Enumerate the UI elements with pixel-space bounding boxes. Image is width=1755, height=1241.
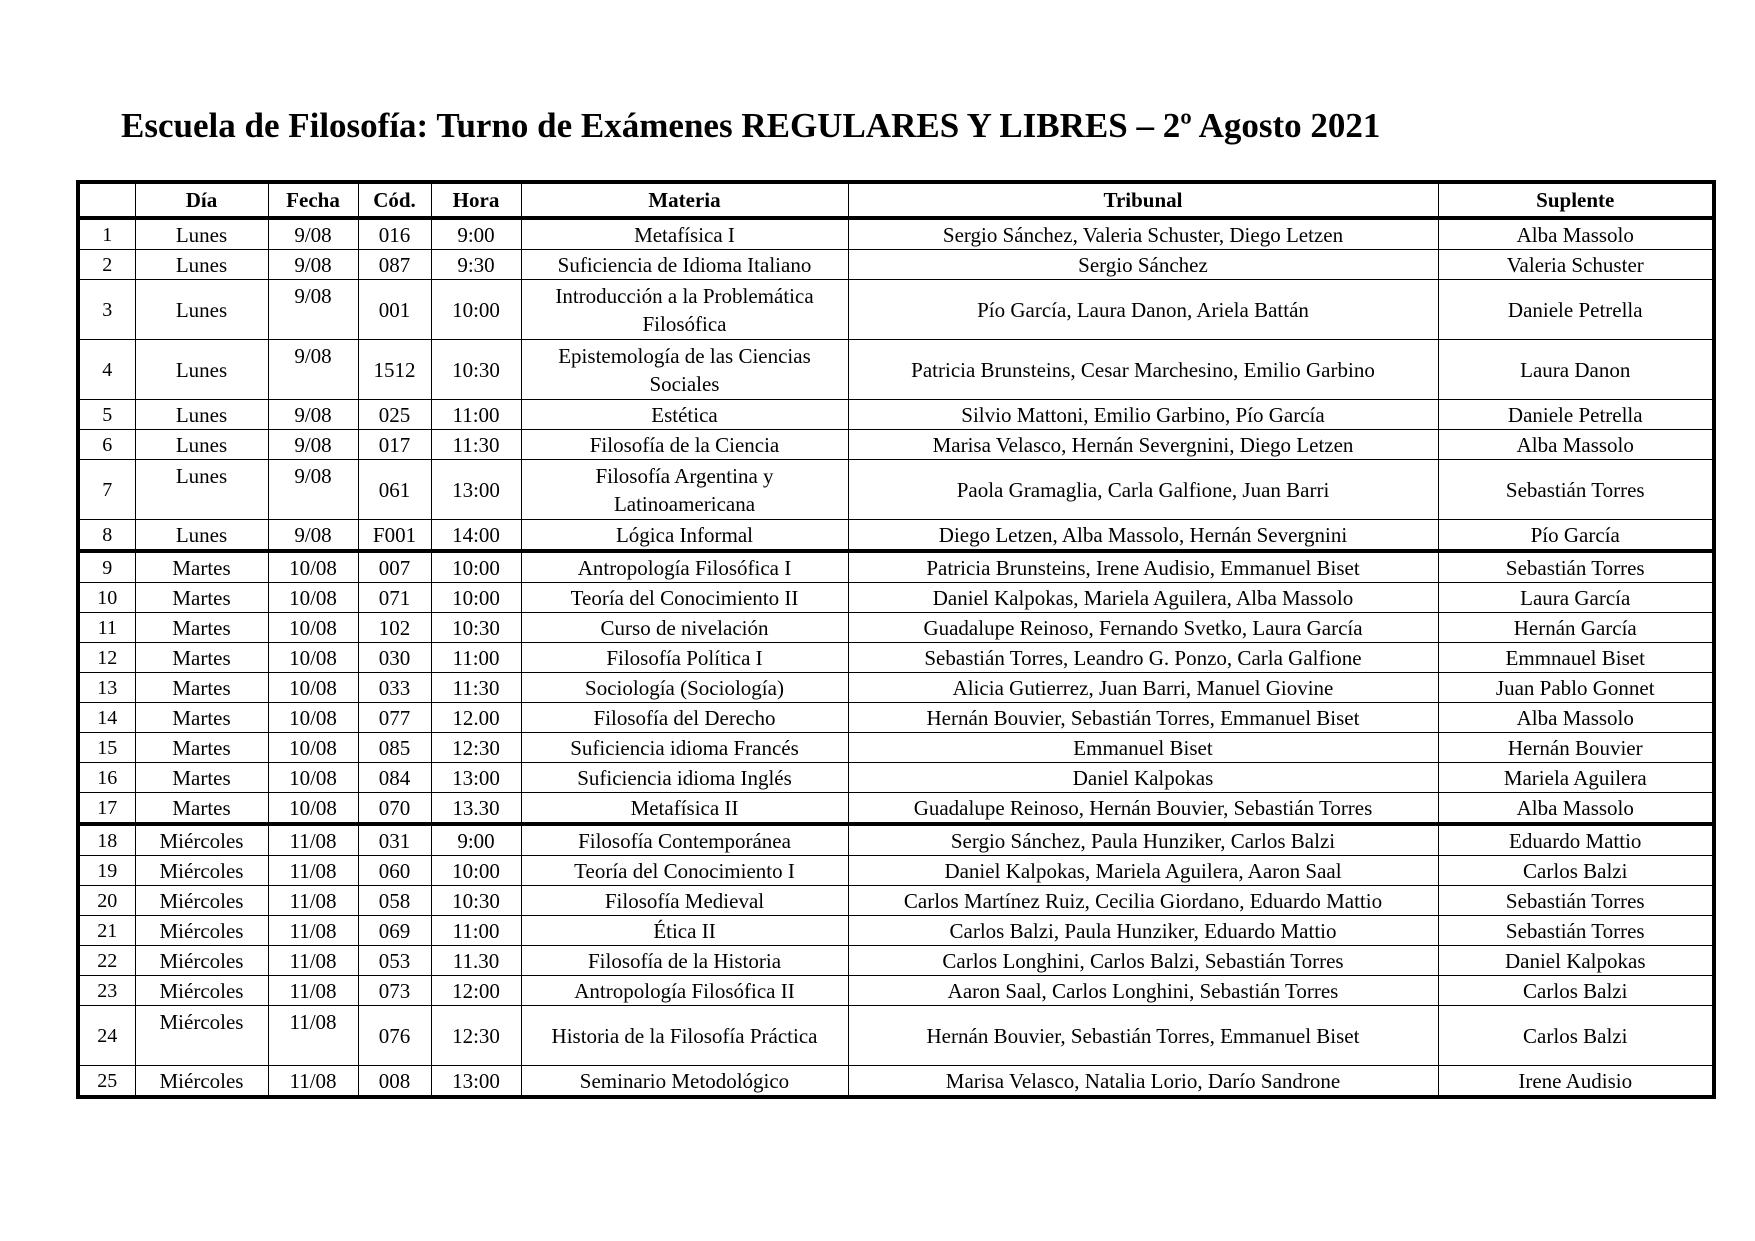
subject-cell: Seminario Metodológico (521, 1066, 848, 1098)
code-cell: 077 (358, 703, 431, 733)
subject-cell: Filosofía Medieval (521, 886, 848, 916)
date-cell: 11/08 (268, 1066, 358, 1098)
substitute-cell: Carlos Balzi (1438, 976, 1714, 1006)
time-cell: 10:00 (431, 280, 521, 340)
time-cell: 11:00 (431, 400, 521, 430)
substitute-cell: Carlos Balzi (1438, 856, 1714, 886)
code-cell: 016 (358, 218, 431, 250)
date-cell: 10/08 (268, 793, 358, 825)
code-cell: 031 (358, 824, 431, 856)
col-header-code: Cód. (358, 182, 431, 218)
date-cell: 10/08 (268, 643, 358, 673)
subject-cell: Introducción a la Problemática Filosófica (521, 280, 848, 340)
code-cell: 030 (358, 643, 431, 673)
day-cell: Miércoles (135, 886, 268, 916)
substitute-cell: Pío García (1438, 520, 1714, 552)
table-row (78, 583, 1714, 613)
code-cell: 087 (358, 250, 431, 280)
day-cell: Lunes (135, 218, 268, 250)
subject-cell: Suficiencia idioma Inglés (521, 763, 848, 793)
substitute-cell: Eduardo Mattio (1438, 824, 1714, 856)
row-number: 8 (78, 520, 135, 552)
day-cell: Martes (135, 643, 268, 673)
code-cell: F001 (358, 520, 431, 552)
date-cell: 9/08 (268, 430, 358, 460)
subject-cell: Epistemología de las Ciencias Sociales (521, 340, 848, 400)
date-cell: 10/08 (268, 613, 358, 643)
tribunal-cell: Aaron Saal, Carlos Longhini, Sebastián Torres (848, 976, 1438, 1006)
date-cell: 10/08 (268, 673, 358, 703)
substitute-cell: Alba Massolo (1438, 430, 1714, 460)
table-row (78, 886, 1714, 916)
table-row (78, 916, 1714, 946)
code-cell: 073 (358, 976, 431, 1006)
substitute-cell: Carlos Balzi (1438, 1006, 1714, 1066)
col-header-time: Hora (431, 182, 521, 218)
table-row (78, 340, 1714, 400)
date-cell: 11/08 (268, 886, 358, 916)
table-row (78, 1006, 1714, 1066)
code-cell: 033 (358, 673, 431, 703)
subject-cell: Metafísica I (521, 218, 848, 250)
table-row (78, 400, 1714, 430)
row-number: 9 (78, 551, 135, 583)
time-cell: 13.30 (431, 793, 521, 825)
date-cell: 11/08 (268, 856, 358, 886)
tribunal-cell: Marisa Velasco, Natalia Lorio, Darío Sandrone (848, 1066, 1438, 1098)
date-cell: 9/08 (268, 340, 358, 400)
table-row (78, 763, 1714, 793)
tribunal-cell: Silvio Mattoni, Emilio Garbino, Pío García (848, 400, 1438, 430)
row-number: 15 (78, 733, 135, 763)
code-cell: 053 (358, 946, 431, 976)
substitute-cell: Sebastián Torres (1438, 886, 1714, 916)
date-cell: 9/08 (268, 400, 358, 430)
tribunal-cell: Paola Gramaglia, Carla Galfione, Juan Barri (848, 460, 1438, 520)
day-cell: Lunes (135, 280, 268, 340)
tribunal-cell: Emmanuel Biset (848, 733, 1438, 763)
date-cell: 10/08 (268, 763, 358, 793)
time-cell: 11.30 (431, 946, 521, 976)
code-cell: 008 (358, 1066, 431, 1098)
substitute-cell: Sebastián Torres (1438, 916, 1714, 946)
tribunal-cell: Alicia Gutierrez, Juan Barri, Manuel Giovine (848, 673, 1438, 703)
col-header-number (78, 182, 135, 218)
table-row (78, 520, 1714, 552)
table-body (78, 218, 1714, 1097)
day-cell: Martes (135, 793, 268, 825)
time-cell: 12.00 (431, 703, 521, 733)
subject-cell: Estética (521, 400, 848, 430)
time-cell: 11:00 (431, 643, 521, 673)
tribunal-cell: Sebastián Torres, Leandro G. Ponzo, Carla Galfione (848, 643, 1438, 673)
code-cell: 007 (358, 551, 431, 583)
exam-schedule (76, 180, 1712, 1099)
date-cell: 11/08 (268, 976, 358, 1006)
substitute-cell: Emmnauel Biset (1438, 643, 1714, 673)
col-header-tribunal: Tribunal (848, 182, 1438, 218)
tribunal-cell: Sergio Sánchez, Valeria Schuster, Diego Letzen (848, 218, 1438, 250)
time-cell: 11:30 (431, 673, 521, 703)
day-cell: Martes (135, 763, 268, 793)
row-number: 19 (78, 856, 135, 886)
substitute-cell: Hernán García (1438, 613, 1714, 643)
subject-cell: Filosofía Contemporánea (521, 824, 848, 856)
table-row (78, 551, 1714, 583)
tribunal-cell: Daniel Kalpokas, Mariela Aguilera, Aaron Saal (848, 856, 1438, 886)
code-cell: 017 (358, 430, 431, 460)
day-cell: Miércoles (135, 946, 268, 976)
code-cell: 001 (358, 280, 431, 340)
day-cell: Lunes (135, 520, 268, 552)
table-row (78, 460, 1714, 520)
tribunal-cell: Daniel Kalpokas (848, 763, 1438, 793)
header-row (78, 182, 1714, 218)
day-cell: Martes (135, 583, 268, 613)
substitute-cell: Daniele Petrella (1438, 280, 1714, 340)
subject-cell: Metafísica II (521, 793, 848, 825)
date-cell: 10/08 (268, 733, 358, 763)
subject-cell: Filosofía Argentina y Latinoamericana (521, 460, 848, 520)
subject-cell: Filosofía Política I (521, 643, 848, 673)
row-number: 14 (78, 703, 135, 733)
subject-cell: Suficiencia idioma Francés (521, 733, 848, 763)
time-cell: 9:00 (431, 218, 521, 250)
table-row (78, 673, 1714, 703)
tribunal-cell: Daniel Kalpokas, Mariela Aguilera, Alba Massolo (848, 583, 1438, 613)
table-row (78, 280, 1714, 340)
row-number: 2 (78, 250, 135, 280)
row-number: 11 (78, 613, 135, 643)
date-cell: 11/08 (268, 824, 358, 856)
date-cell: 10/08 (268, 551, 358, 583)
row-number: 5 (78, 400, 135, 430)
row-number: 18 (78, 824, 135, 856)
table-row (78, 643, 1714, 673)
subject-cell: Antropología Filosófica II (521, 976, 848, 1006)
day-cell: Lunes (135, 460, 268, 520)
col-header-date: Fecha (268, 182, 358, 218)
row-number: 10 (78, 583, 135, 613)
code-cell: 084 (358, 763, 431, 793)
row-number: 6 (78, 430, 135, 460)
row-number: 17 (78, 793, 135, 825)
date-cell: 11/08 (268, 1006, 358, 1066)
day-cell: Miércoles (135, 976, 268, 1006)
time-cell: 10:00 (431, 856, 521, 886)
time-cell: 10:30 (431, 613, 521, 643)
row-number: 1 (78, 218, 135, 250)
subject-cell: Filosofía del Derecho (521, 703, 848, 733)
day-cell: Miércoles (135, 1006, 268, 1066)
time-cell: 13:00 (431, 1066, 521, 1098)
code-cell: 070 (358, 793, 431, 825)
time-cell: 13:00 (431, 763, 521, 793)
table-row (78, 856, 1714, 886)
date-cell: 9/08 (268, 280, 358, 340)
day-cell: Martes (135, 733, 268, 763)
substitute-cell: Sebastián Torres (1438, 551, 1714, 583)
substitute-cell: Valeria Schuster (1438, 250, 1714, 280)
day-cell: Martes (135, 703, 268, 733)
date-cell: 11/08 (268, 946, 358, 976)
substitute-cell: Alba Massolo (1438, 793, 1714, 825)
tribunal-cell: Sergio Sánchez (848, 250, 1438, 280)
substitute-cell: Juan Pablo Gonnet (1438, 673, 1714, 703)
tribunal-cell: Patricia Brunsteins, Cesar Marchesino, Emilio Garbino (848, 340, 1438, 400)
day-cell: Miércoles (135, 1066, 268, 1098)
date-cell: 9/08 (268, 460, 358, 520)
substitute-cell: Sebastián Torres (1438, 460, 1714, 520)
table-row (78, 976, 1714, 1006)
day-cell: Lunes (135, 430, 268, 460)
tribunal-cell: Hernán Bouvier, Sebastián Torres, Emmanuel Biset (848, 1006, 1438, 1066)
table-row (78, 733, 1714, 763)
code-cell: 102 (358, 613, 431, 643)
subject-cell: Sociología (Sociología) (521, 673, 848, 703)
tribunal-cell: Sergio Sánchez, Paula Hunziker, Carlos Balzi (848, 824, 1438, 856)
day-cell: Martes (135, 613, 268, 643)
time-cell: 10:30 (431, 340, 521, 400)
day-cell: Miércoles (135, 824, 268, 856)
tribunal-cell: Diego Letzen, Alba Massolo, Hernán Severgnini (848, 520, 1438, 552)
subject-cell: Teoría del Conocimiento II (521, 583, 848, 613)
subject-cell: Ética II (521, 916, 848, 946)
tribunal-cell: Marisa Velasco, Hernán Severgnini, Diego Letzen (848, 430, 1438, 460)
row-number: 4 (78, 340, 135, 400)
code-cell: 1512 (358, 340, 431, 400)
row-number: 21 (78, 916, 135, 946)
substitute-cell: Hernán Bouvier (1438, 733, 1714, 763)
substitute-cell: Daniele Petrella (1438, 400, 1714, 430)
time-cell: 10:00 (431, 551, 521, 583)
row-number: 25 (78, 1066, 135, 1098)
time-cell: 9:00 (431, 824, 521, 856)
row-number: 24 (78, 1006, 135, 1066)
table-row (78, 430, 1714, 460)
time-cell: 14:00 (431, 520, 521, 552)
table-row (78, 824, 1714, 856)
tribunal-cell: Carlos Martínez Ruiz, Cecilia Giordano, Eduardo Mattio (848, 886, 1438, 916)
table-row (78, 613, 1714, 643)
time-cell: 10:00 (431, 583, 521, 613)
exam-table (76, 180, 1716, 1099)
time-cell: 13:00 (431, 460, 521, 520)
substitute-cell: Mariela Aguilera (1438, 763, 1714, 793)
date-cell: 10/08 (268, 703, 358, 733)
subject-cell: Suficiencia de Idioma Italiano (521, 250, 848, 280)
time-cell: 12:00 (431, 976, 521, 1006)
time-cell: 9:30 (431, 250, 521, 280)
substitute-cell: Alba Massolo (1438, 703, 1714, 733)
day-cell: Miércoles (135, 916, 268, 946)
page-title: Escuela de Filosofía: Turno de Exámenes REGULARES Y LIBRES – 2º Agosto 2021 (121, 106, 1381, 145)
table-row (78, 1066, 1714, 1098)
day-cell: Martes (135, 673, 268, 703)
tribunal-cell: Guadalupe Reinoso, Hernán Bouvier, Sebastián Torres (848, 793, 1438, 825)
substitute-cell: Daniel Kalpokas (1438, 946, 1714, 976)
code-cell: 076 (358, 1006, 431, 1066)
row-number: 12 (78, 643, 135, 673)
tribunal-cell: Carlos Balzi, Paula Hunziker, Eduardo Mattio (848, 916, 1438, 946)
code-cell: 085 (358, 733, 431, 763)
table-row (78, 703, 1714, 733)
code-cell: 069 (358, 916, 431, 946)
row-number: 23 (78, 976, 135, 1006)
substitute-cell: Laura García (1438, 583, 1714, 613)
row-number: 7 (78, 460, 135, 520)
day-cell: Lunes (135, 400, 268, 430)
date-cell: 9/08 (268, 520, 358, 552)
date-cell: 11/08 (268, 916, 358, 946)
row-number: 3 (78, 280, 135, 340)
row-number: 22 (78, 946, 135, 976)
col-header-day: Día (135, 182, 268, 218)
date-cell: 9/08 (268, 218, 358, 250)
subject-cell: Lógica Informal (521, 520, 848, 552)
day-cell: Lunes (135, 250, 268, 280)
day-cell: Lunes (135, 340, 268, 400)
day-cell: Miércoles (135, 856, 268, 886)
time-cell: 10:30 (431, 886, 521, 916)
date-cell: 9/08 (268, 250, 358, 280)
row-number: 13 (78, 673, 135, 703)
subject-cell: Historia de la Filosofía Práctica (521, 1006, 848, 1066)
subject-cell: Filosofía de la Ciencia (521, 430, 848, 460)
time-cell: 11:30 (431, 430, 521, 460)
col-header-substitute: Suplente (1438, 182, 1714, 218)
tribunal-cell: Guadalupe Reinoso, Fernando Svetko, Laura García (848, 613, 1438, 643)
code-cell: 025 (358, 400, 431, 430)
tribunal-cell: Patricia Brunsteins, Irene Audisio, Emmanuel Biset (848, 551, 1438, 583)
date-cell: 10/08 (268, 583, 358, 613)
substitute-cell: Alba Massolo (1438, 218, 1714, 250)
day-cell: Martes (135, 551, 268, 583)
substitute-cell: Irene Audisio (1438, 1066, 1714, 1098)
row-number: 20 (78, 886, 135, 916)
tribunal-cell: Pío García, Laura Danon, Ariela Battán (848, 280, 1438, 340)
subject-cell: Teoría del Conocimiento I (521, 856, 848, 886)
tribunal-cell: Carlos Longhini, Carlos Balzi, Sebastián Torres (848, 946, 1438, 976)
table-row (78, 793, 1714, 825)
subject-cell: Filosofía de la Historia (521, 946, 848, 976)
time-cell: 12:30 (431, 1006, 521, 1066)
substitute-cell: Laura Danon (1438, 340, 1714, 400)
time-cell: 12:30 (431, 733, 521, 763)
code-cell: 071 (358, 583, 431, 613)
time-cell: 11:00 (431, 916, 521, 946)
row-number: 16 (78, 763, 135, 793)
code-cell: 060 (358, 856, 431, 886)
table-row (78, 218, 1714, 250)
table-row (78, 250, 1714, 280)
subject-cell: Curso de nivelación (521, 613, 848, 643)
col-header-subject: Materia (521, 182, 848, 218)
code-cell: 061 (358, 460, 431, 520)
tribunal-cell: Hernán Bouvier, Sebastián Torres, Emmanuel Biset (848, 703, 1438, 733)
subject-cell: Antropología Filosófica I (521, 551, 848, 583)
table-row (78, 946, 1714, 976)
code-cell: 058 (358, 886, 431, 916)
